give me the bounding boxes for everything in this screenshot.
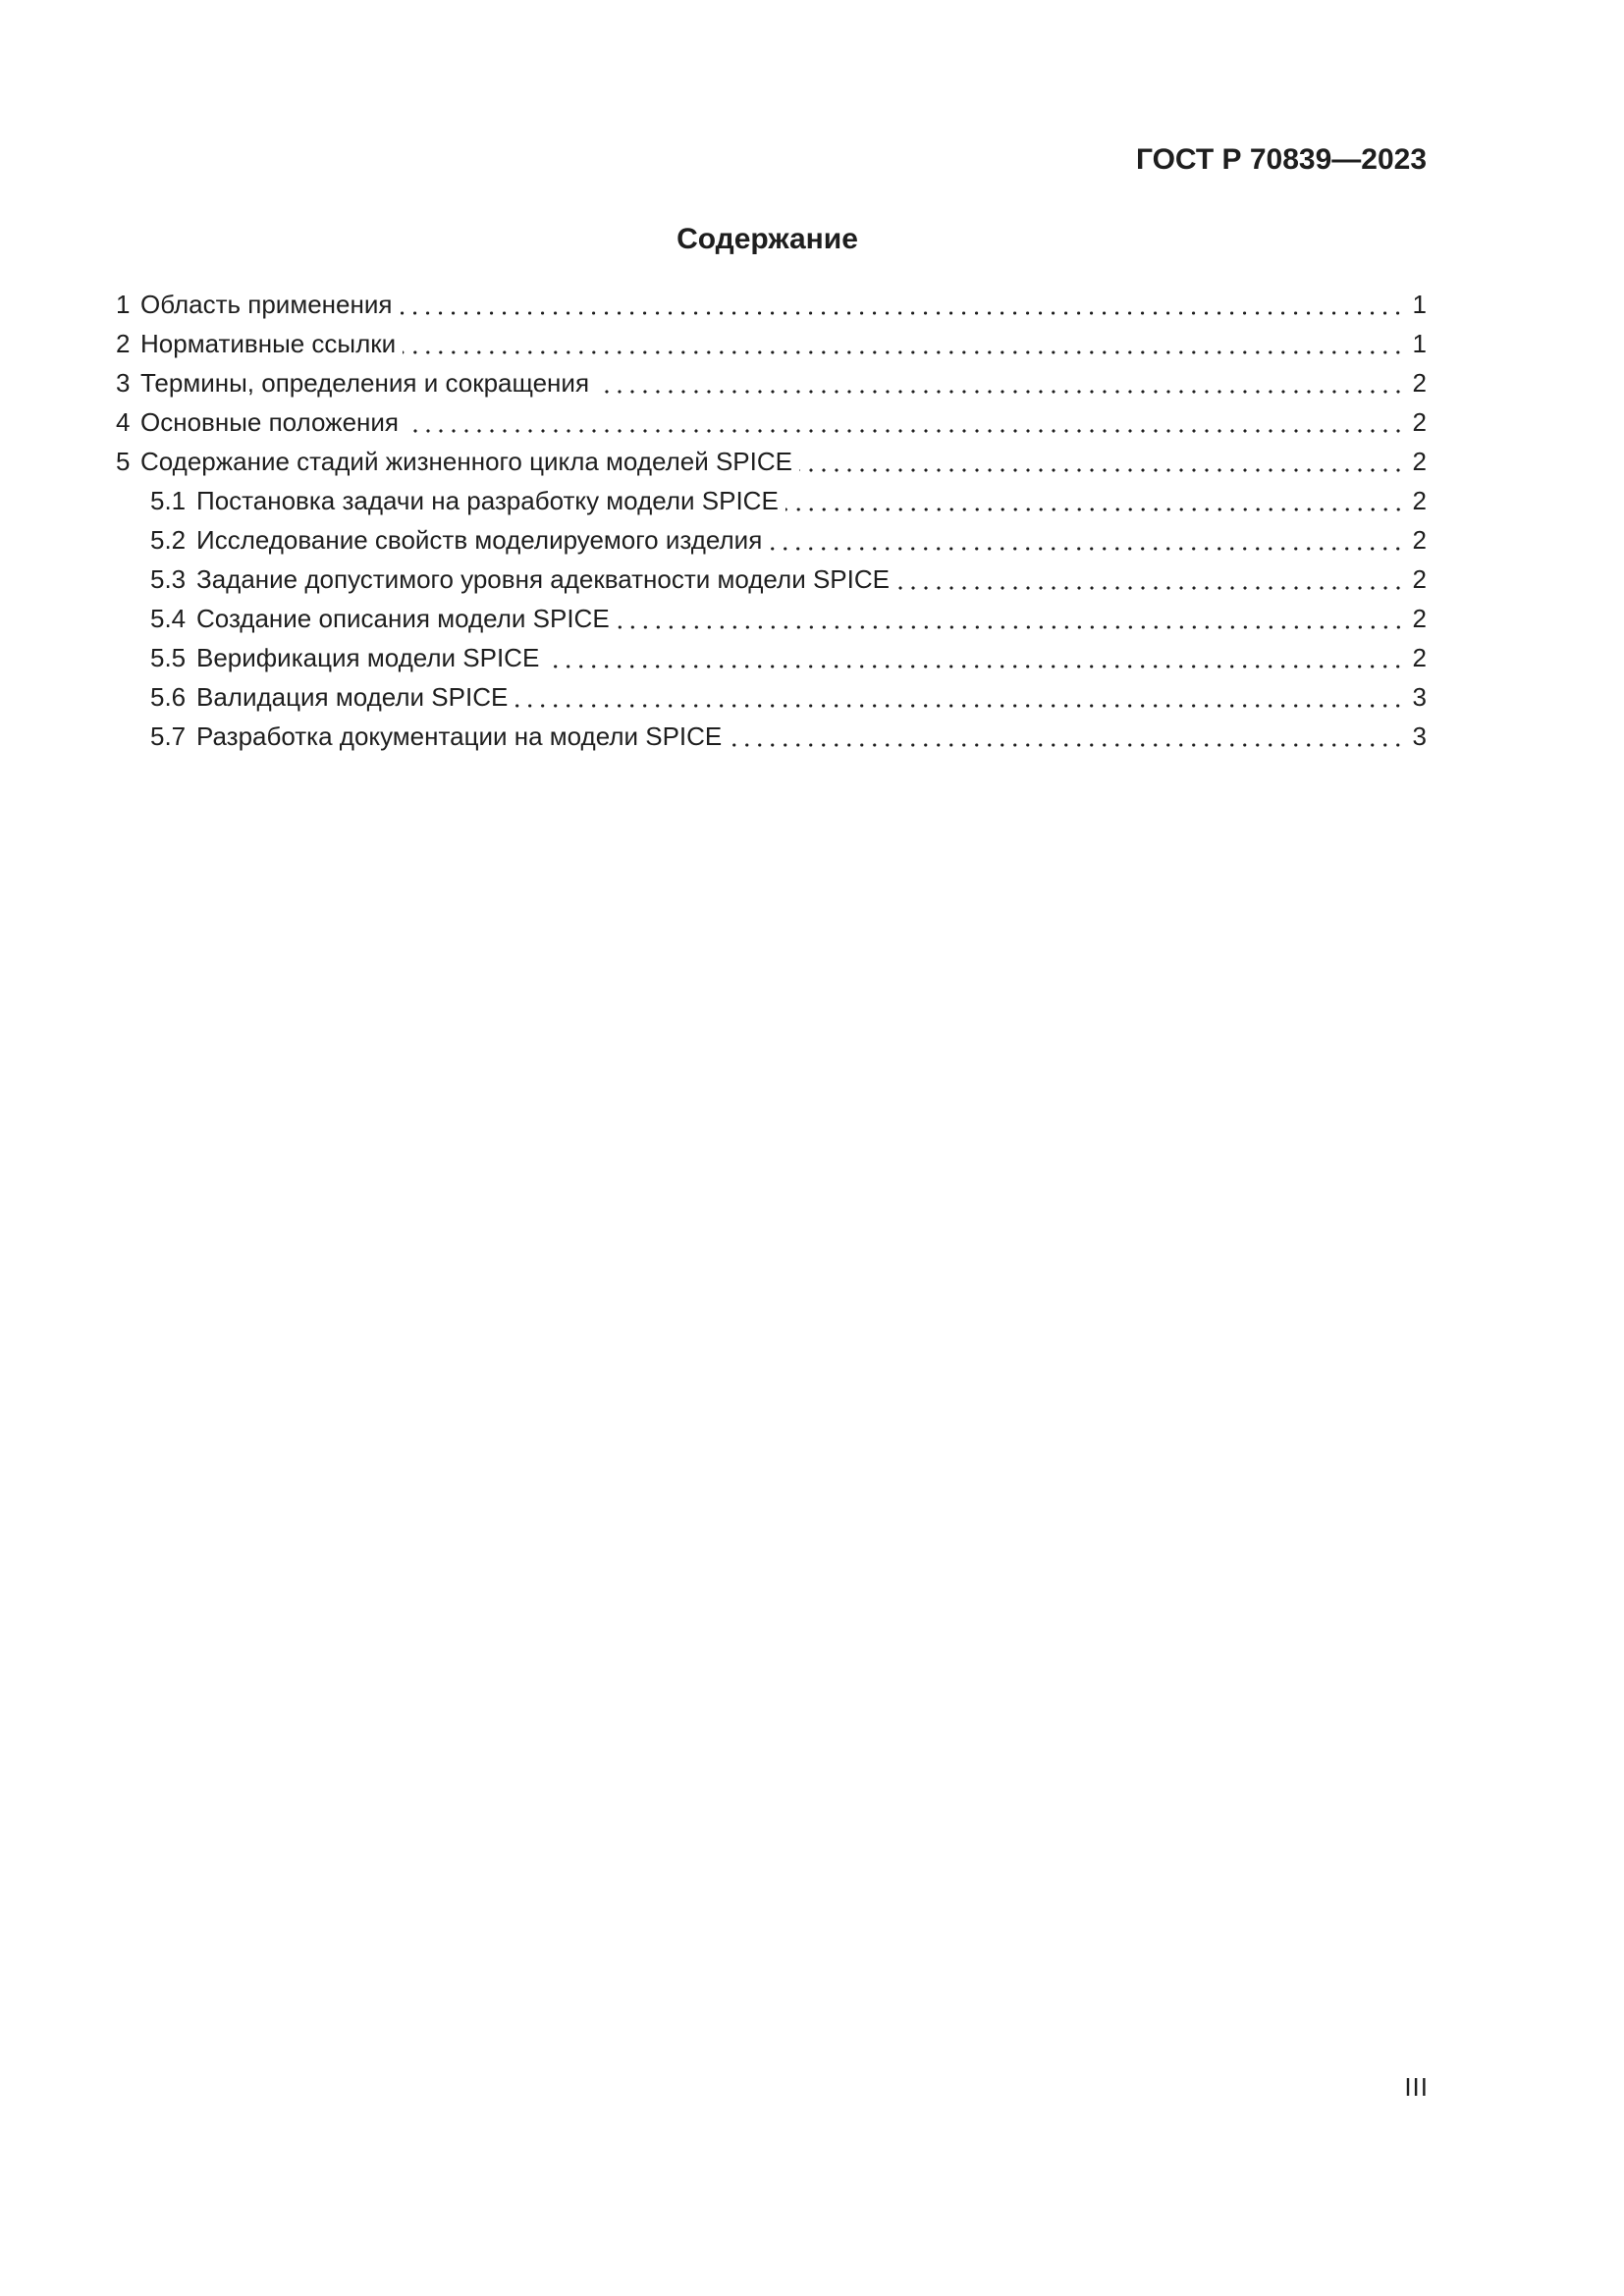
toc-entry [108, 560, 1427, 599]
toc-entry-title: Область применения [140, 290, 393, 319]
toc-entry-page: 2 [1412, 486, 1427, 515]
toc-leader-dots [406, 402, 1405, 442]
toc-entry-page: 2 [1412, 564, 1427, 594]
toc-entry [108, 520, 1427, 560]
toc-entry [108, 363, 1427, 402]
toc-entry-number: 1 [116, 290, 131, 319]
toc-entry-number: 5.6 [150, 682, 187, 712]
toc-entry-title: Разработка документации на модели SPICE [196, 721, 723, 751]
toc-entry [108, 481, 1427, 520]
toc-entry-page: 3 [1412, 682, 1427, 712]
toc-entry [108, 285, 1427, 324]
toc-leader-dots [617, 599, 1405, 638]
toc-entry-page: 2 [1412, 604, 1427, 633]
toc-entry-number: 5.7 [150, 721, 187, 751]
toc-entry [108, 402, 1427, 442]
page-number-footer: III [1404, 2072, 1429, 2102]
toc-leader-dots [546, 638, 1405, 677]
toc-leader-dots [785, 481, 1405, 520]
toc-leader-dots [769, 520, 1405, 560]
toc-entry-title: Содержание стадий жизненного цикла моделей SPICE [140, 447, 792, 476]
toc-entry-number: 4 [116, 407, 131, 437]
toc-entry [108, 324, 1427, 363]
toc-entry-title: Нормативные ссылки [140, 329, 397, 358]
toc-entry-title: Исследование свойств моделируемого изделия [196, 525, 763, 555]
toc-entry [108, 442, 1427, 481]
toc-leader-dots [729, 717, 1405, 756]
toc-entry-number: 5.5 [150, 643, 187, 672]
toc-entry-page: 3 [1412, 721, 1427, 751]
toc-entry-number: 3 [116, 368, 131, 398]
toc-entry [108, 638, 1427, 677]
doc-designation: ГОСТ Р 70839—2023 [1135, 143, 1427, 176]
toc-leader-dots [514, 677, 1405, 717]
toc-entry-title: Валидация модели SPICE [196, 682, 509, 712]
toc-entry-title: Основные положения [140, 407, 399, 437]
toc-entry-title: Верификация модели SPICE [196, 643, 540, 672]
toc-entry [108, 677, 1427, 717]
page-title: Содержание [677, 223, 858, 255]
toc-leader-dots [896, 560, 1405, 599]
toc-entry-page: 1 [1412, 290, 1427, 319]
toc-entry [108, 599, 1427, 638]
toc-list [108, 285, 1427, 756]
toc-entry-number: 2 [116, 329, 131, 358]
toc-entry-title: Термины, определения и сокращения [140, 368, 590, 398]
toc-entry-page: 2 [1412, 525, 1427, 555]
toc-leader-dots [399, 285, 1405, 324]
toc-leader-dots [596, 363, 1405, 402]
toc-entry-number: 5 [116, 447, 131, 476]
toc-entry-page: 1 [1412, 329, 1427, 358]
toc-entry-number: 5.4 [150, 604, 187, 633]
toc-leader-dots [799, 442, 1405, 481]
toc-entry-page: 2 [1412, 447, 1427, 476]
toc-entry-title: Постановка задачи на разработку модели SPICE [196, 486, 779, 515]
toc-entry-number: 5.3 [150, 564, 187, 594]
toc-leader-dots [403, 324, 1405, 363]
toc-entry [108, 717, 1427, 756]
toc-entry-title: Задание допустимого уровня адекватности модели SPICE [196, 564, 890, 594]
toc-entry-page: 2 [1412, 368, 1427, 398]
toc-entry-page: 2 [1412, 643, 1427, 672]
toc-entry-title: Создание описания модели SPICE [196, 604, 610, 633]
toc-entry-page: 2 [1412, 407, 1427, 437]
toc-entry-number: 5.1 [150, 486, 187, 515]
toc-entry-number: 5.2 [150, 525, 187, 555]
